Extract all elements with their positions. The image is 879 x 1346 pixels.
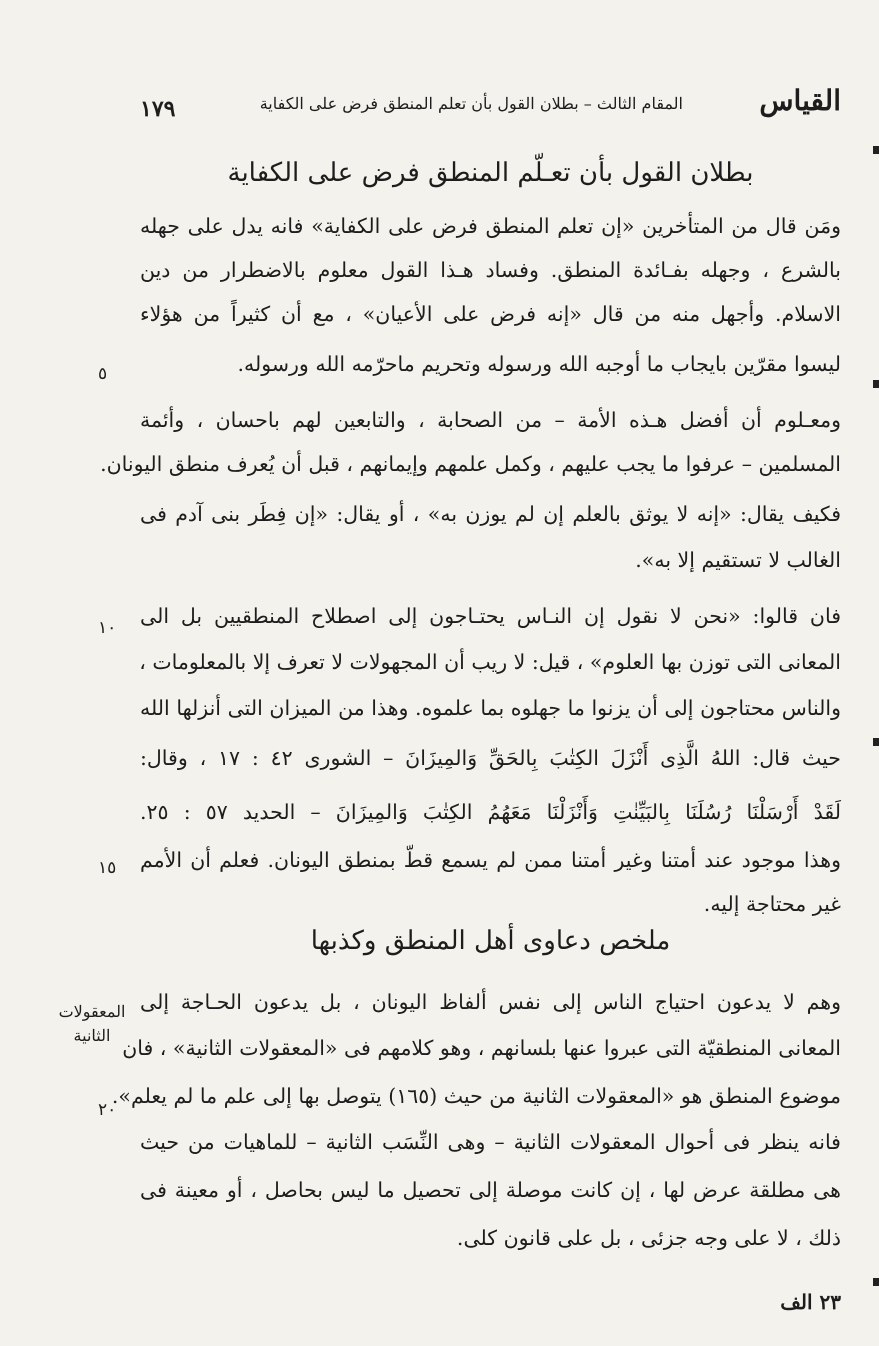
text-line: المعانى المنطقيّة التى عبروا عنها بلسانهم ، وهو كلامهم فى «المعقولات الثانية» ، فان: [122, 1036, 841, 1060]
text-line: وهم لا يدعون احتياج الناس إلى نفس ألفاظ اليونان ، بل يدعون الحـاجة إلى: [140, 990, 841, 1014]
line-number: ٢٠: [98, 1100, 117, 1120]
text-line: الغالب لا تستقيم إلا به».: [635, 548, 841, 572]
line-number: ٥: [98, 364, 108, 384]
text-line: فان قالوا: «نحن لا نقول إن النـاس يحتـاجون إلى اصطلاح المنطقيين بل الى: [140, 604, 841, 628]
header-book-title: القياس: [759, 84, 841, 117]
margin-note: [52, 1000, 132, 1048]
text-line: موضوع المنطق هو «المعقولات الثانية من حيث (١٦٥) يتوصل بها إلى علم ما لم يعلم».: [111, 1084, 841, 1108]
section-heading-1: بطلان القول بأن تعـلّم المنطق فرض على الكفاية: [227, 158, 754, 188]
text-line: ذلك ، لا على وجه جزئى ، بل على قانون كلى.: [456, 1226, 841, 1250]
edge-mark: [873, 380, 879, 388]
text-line: بالشرع ، وجهله بفـائدة المنطق. وفساد هـذا القول معلوم بالاضطرار من دين: [140, 258, 841, 282]
page-number: ١٧٩: [140, 96, 176, 122]
text-line: لَقَدْ أَرْسَلْنَا رُسُلَنَا بِالبَيِّنٰتِ وَأَنْزَلْنَا مَعَهُمُ الكِتٰبَ وَالمِيزَانَ – الحديد ٥٧ : ٢٥.: [140, 800, 841, 824]
text-line: والناس محتاجون إلى أن يزنوا ما جهلوه بما علموه. وهذا من الميزان التى أنزلها الله: [140, 696, 841, 720]
text-line: ومَن قال من المتأخرين «إن تعلم المنطق فرض على الكفاية» فانه يدل على جهله: [140, 214, 841, 238]
text-line: حيث قال: اللهُ الَّذِى أَنْزَلَ الكِتٰبَ بِالحَقِّ وَالمِيزَانَ – الشورى ٤٢ : ١٧ ، وقال:: [140, 746, 841, 770]
edge-mark: [873, 146, 879, 154]
header-section-title: المقام الثالث – بطلان القول بأن تعلم المنطق فرض على الكفاية: [259, 94, 683, 113]
text-line: المسلمين – عرفوا ما يجب عليهم ، وكمل علمهم وإيمانهم ، قبل أن يُعرف منطق اليونان.: [100, 452, 841, 476]
line-number: ١٥: [98, 858, 117, 878]
edge-mark: [873, 738, 879, 746]
margin-note-line: الثانية: [73, 1026, 111, 1045]
text-line: فانه ينظر فى أحوال المعقولات الثانية – وهى النِّسَب الثانية – للماهيات من حيث: [140, 1130, 841, 1154]
line-number: ١٠: [98, 618, 117, 638]
text-line: المعانى التى توزن بها العلوم» ، قيل: لا ريب أن المجهولات لا تعرف إلا بالمعلومات ،: [139, 650, 841, 674]
text-line: وهذا موجود عند أمتنا وغير أمتنا ممن لم يسمع قطّ بمنطق اليونان. فعلم أن الأمم: [140, 848, 841, 872]
text-line: غير محتاجة إليه.: [703, 892, 841, 916]
edge-mark: [873, 1278, 879, 1286]
section-heading-2: ملخص دعاوى أهل المنطق وكذبها: [310, 926, 671, 956]
text-line: ليسوا مقرّين بايجاب ما أوجبه الله ورسوله وتحريم ماحرّمه الله ورسوله.: [237, 352, 841, 376]
text-line: فكيف يقال: «إنه لا يوثق بالعلم إن لم يوزن به» ، أو يقال: «إن فِطَر بنى آدم فى: [140, 502, 841, 526]
text-line: هى مطلقة عرض لها ، إن كانت موصلة إلى تحصيل ما ليس بحاصل ، أو معينة فى: [140, 1178, 841, 1202]
running-header: [140, 84, 841, 124]
folio-mark: ٢٣ الف: [780, 1290, 841, 1314]
margin-note-line: المعقولات: [58, 1002, 126, 1021]
text-line: ومعـلوم أن أفضل هـذه الأمة – من الصحابة ، والتابعين لهم باحسان ، وأئمة: [140, 408, 841, 432]
text-line: الاسلام. وأجهل منه من قال «إنه فرض على الأعيان» ، مع أن كثيراً من هؤلاء: [140, 302, 841, 326]
